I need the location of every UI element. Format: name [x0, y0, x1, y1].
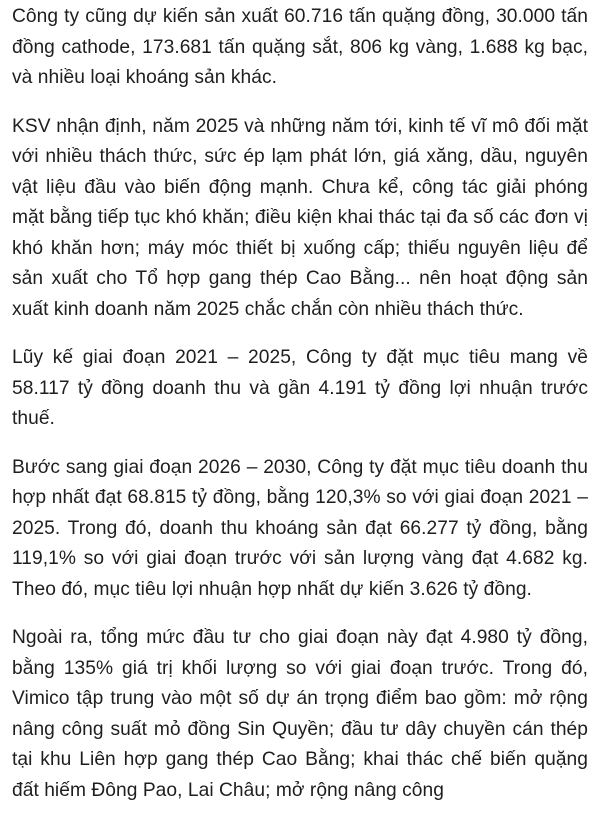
paragraph-2026-2030-targets: Bước sang giai đoạn 2026 – 2030, Công ty đặt mục tiêu doanh thu hợp nhất đạt 68.815 tỷ đồng, bằng 120,3% so với giai đoạn 2021 – 2025. Trong đó, doanh thu khoáng sản đạt 66.277 tỷ đồng, bằng 119,1% so với giai đoạn trước với sản lượng vàng đạt 4.682 kg. Theo đó, mục tiêu lợi nhuận hợp nhất dự kiến 3.626 tỷ đồng.: [12, 456, 588, 600]
paragraph-investment-plan: Ngoài ra, tổng mức đầu tư cho giai đoạn này đạt 4.980 tỷ đồng, bằng 135% giá trị khối lượng so với giai đoạn trước. Trong đó, Vimico tập trung vào một số dự án trọng điểm bao gồm: mở rộng nâng công suất mỏ đồng Sin Quyền; đầu tư dây chuyền cán thép tại khu Liên hợp gang thép Cao Bằng; khai thác chế biến quặng đất hiếm Đông Pao, Lai Châu; mở rộng nâng công: [12, 627, 588, 801]
paragraph-2021-2025-targets: Lũy kế giai đoạn 2021 – 2025, Công ty đặt mục tiêu mang về 58.117 tỷ đồng doanh thu và gần 4.191 tỷ đồng lợi nhuận trước thuế.: [12, 347, 588, 429]
paragraph-copper-output: Công ty cũng dự kiến sản xuất 60.716 tấn quặng đồng, 30.000 tấn đồng cathode, 173.681 tấn quặng sắt, 806 kg vàng, 1.688 kg bạc, và nhiều loại khoáng sản khác.: [12, 6, 588, 88]
article-body: [12, 0, 588, 824]
paragraph-ksv-assessment: KSV nhận định, năm 2025 và những năm tới, kinh tế vĩ mô đối mặt với nhiều thách thức, sức ép lạm phát lớn, giá xăng, dầu, nguyên vật liệu đầu vào biến động mạnh. Chưa kể, công tác giải phóng mặt bằng tiếp tục khó khăn; điều kiện khai thác tại đa số các đơn vị khó khăn hơn; máy móc thiết bị xuống cấp; thiếu nguyên liệu để sản xuất cho Tổ hợp gang thép Cao Bằng... nên hoạt động sản xuất kinh doanh năm 2025 chắc chắn còn nhiều thách thức.: [12, 115, 588, 320]
